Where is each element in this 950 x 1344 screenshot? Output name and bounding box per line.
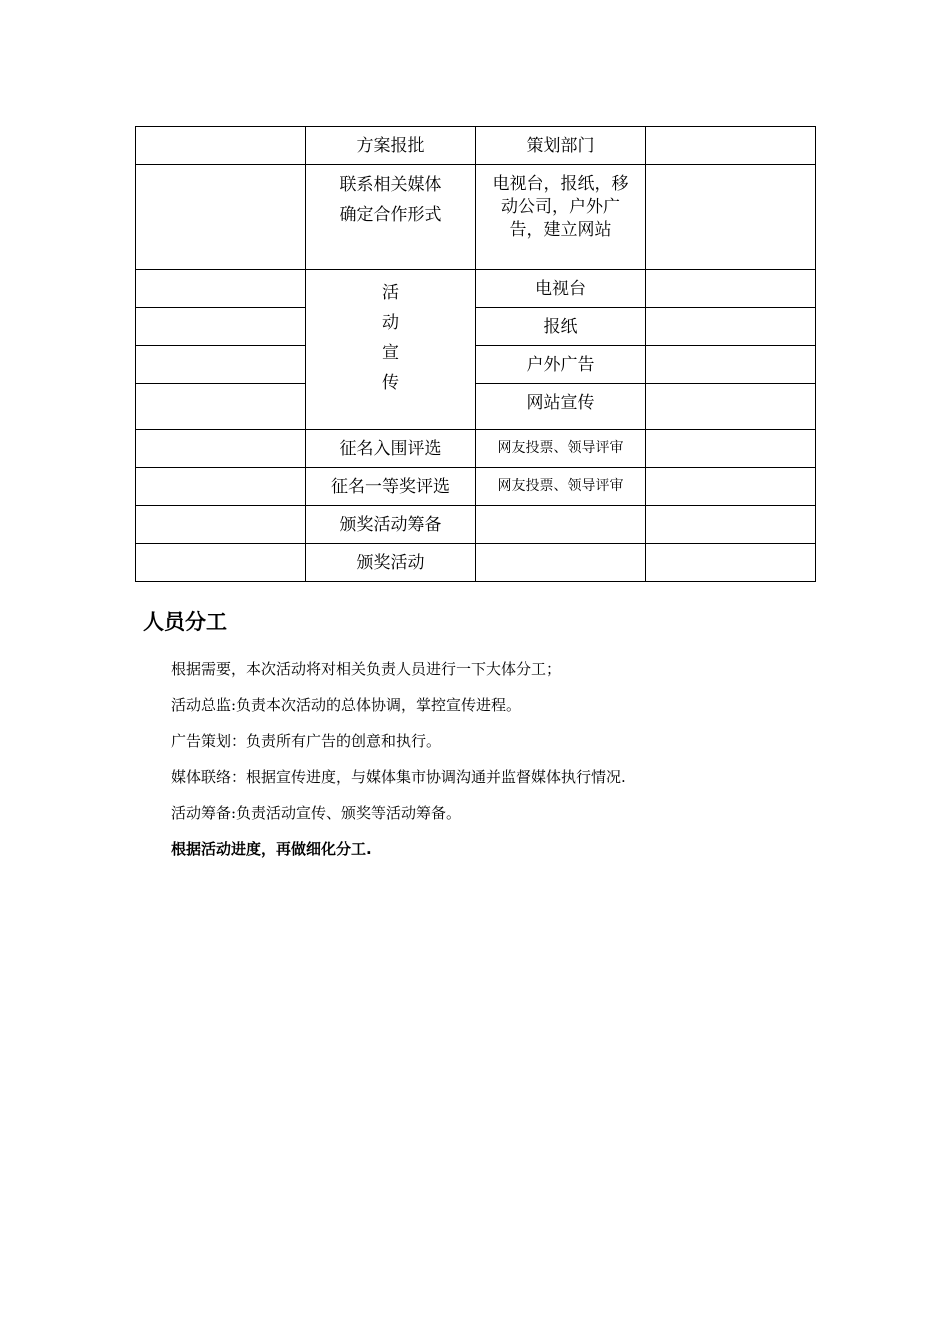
table-cell bbox=[136, 544, 306, 582]
table-cell bbox=[646, 468, 816, 506]
table-cell bbox=[646, 346, 816, 384]
table-cell: 征名入围评选 bbox=[306, 430, 476, 468]
table-cell bbox=[136, 270, 306, 308]
table-cell bbox=[136, 346, 306, 384]
table-cell: 征名一等奖评选 bbox=[306, 468, 476, 506]
table-cell-merged: 活 动 宣 传 bbox=[306, 270, 476, 430]
paragraph: 活动筹备:负责活动宣传、颁奖等活动筹备。 bbox=[171, 804, 462, 822]
table-row bbox=[136, 544, 816, 582]
table-cell bbox=[136, 506, 306, 544]
table-cell bbox=[646, 308, 816, 346]
table-cell: 颁奖活动筹备 bbox=[306, 506, 476, 544]
table-cell: 电视台 bbox=[476, 270, 646, 308]
table-row bbox=[136, 346, 816, 384]
table-cell bbox=[136, 430, 306, 468]
table-cell bbox=[646, 430, 816, 468]
table-cell: 网站宣传 bbox=[476, 384, 646, 430]
table-cell bbox=[646, 270, 816, 308]
table-row bbox=[136, 308, 816, 346]
table-cell bbox=[136, 165, 306, 270]
table-row bbox=[136, 127, 816, 165]
table-cell: 报纸 bbox=[476, 308, 646, 346]
section-heading: 人员分工 bbox=[143, 610, 227, 634]
paragraph: 活动总监:负责本次活动的总体协调，掌控宣传进程。 bbox=[171, 696, 522, 714]
table-cell bbox=[646, 544, 816, 582]
table-row bbox=[136, 384, 816, 430]
table-cell bbox=[136, 468, 306, 506]
table-cell bbox=[476, 506, 646, 544]
table-cell bbox=[646, 127, 816, 165]
table-row bbox=[136, 430, 816, 468]
table-cell: 方案报批 bbox=[306, 127, 476, 165]
table-cell bbox=[646, 384, 816, 430]
table-cell bbox=[646, 165, 816, 270]
table-cell: 联系相关媒体 确定合作形式 bbox=[306, 165, 476, 270]
staff-division-text bbox=[171, 657, 821, 873]
table-cell bbox=[646, 506, 816, 544]
table-cell: 电视台，报纸，移 动公司，户外广 告，建立网站 bbox=[476, 165, 646, 270]
table-cell: 策划部门 bbox=[476, 127, 646, 165]
table-cell: 颁奖活动 bbox=[306, 544, 476, 582]
table-cell: 网友投票、领导评审 bbox=[476, 468, 646, 506]
table-cell bbox=[136, 384, 306, 430]
paragraph: 媒体联络：根据宣传进度，与媒体集市协调沟通并监督媒体执行情况. bbox=[171, 768, 626, 786]
table-cell: 网友投票、领导评审 bbox=[476, 430, 646, 468]
table-row bbox=[136, 468, 816, 506]
table-cell: 户外广告 bbox=[476, 346, 646, 384]
table-cell bbox=[136, 127, 306, 165]
closing-paragraph: 根据活动进度，再做细化分工. bbox=[171, 840, 372, 858]
activity-plan-table bbox=[135, 126, 816, 582]
table-cell bbox=[476, 544, 646, 582]
table-cell bbox=[136, 308, 306, 346]
table-row bbox=[136, 270, 816, 308]
paragraph: 根据需要，本次活动将对相关负责人员进行一下大体分工； bbox=[171, 660, 562, 678]
paragraph: 广告策划：负责所有广告的创意和执行。 bbox=[171, 732, 442, 750]
table-row bbox=[136, 506, 816, 544]
table-row bbox=[136, 165, 816, 270]
